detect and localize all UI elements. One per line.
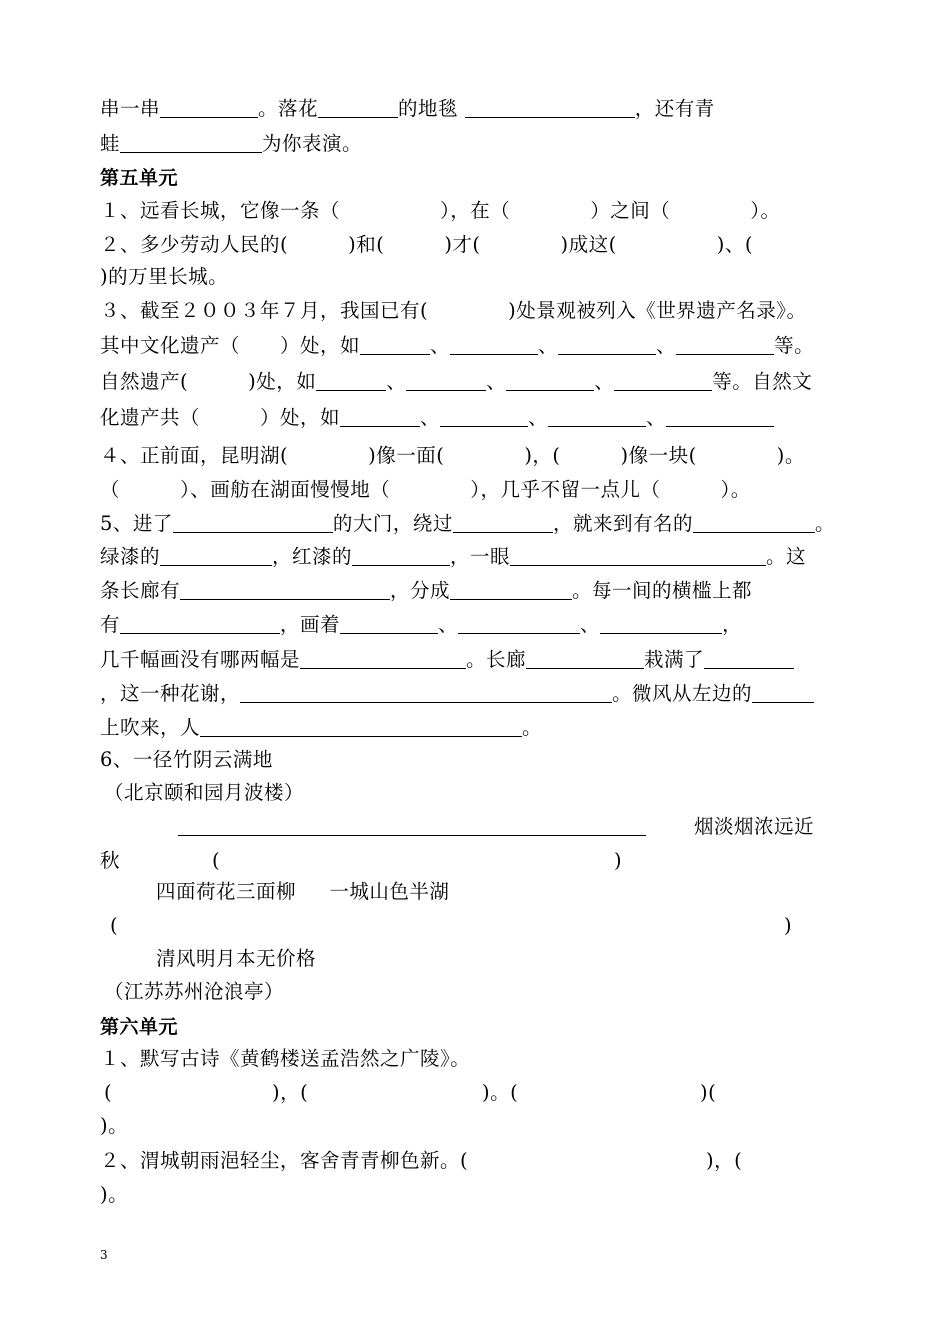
line-2	[100, 132, 362, 156]
line-30: ２、渭城朝雨浥轻尘，客舍青青柳色新。(	[100, 1149, 469, 1172]
text: 。长廊	[466, 648, 527, 671]
blank[interactable]	[450, 579, 572, 600]
text: 的大门，绕过	[332, 512, 453, 535]
text: ，就来到有名的	[552, 512, 693, 535]
blank[interactable]	[704, 648, 794, 669]
text: 串一串	[100, 97, 161, 120]
text: 其中文化遗产（ ）处，如	[100, 334, 361, 357]
section-heading-unit-5: 第五单元	[100, 167, 179, 189]
blank[interactable]	[160, 545, 272, 566]
blank[interactable]	[506, 370, 594, 391]
line-5: )的万里长城。	[100, 265, 229, 288]
text: 栽满了	[644, 648, 705, 671]
text: 上吹来，人	[100, 716, 201, 739]
text: ，分成	[390, 579, 451, 602]
text: 、	[580, 613, 601, 636]
paren-pair: )(	[700, 1081, 717, 1104]
text: 。每一间的横槛上都	[572, 579, 753, 602]
line-20: （北京颐和园月波楼）	[104, 781, 305, 804]
text: ，一眼	[450, 545, 511, 568]
blank[interactable]	[676, 334, 774, 355]
line-31: )。	[100, 1183, 129, 1206]
blank[interactable]	[614, 370, 712, 391]
blank[interactable]	[666, 406, 774, 427]
paren-close: )	[614, 849, 623, 872]
blank[interactable]	[600, 613, 722, 634]
text: ，还有青	[634, 97, 715, 120]
blank[interactable]	[178, 815, 646, 836]
line-19: 6、一径竹阴云满地	[100, 748, 273, 771]
blank[interactable]	[465, 97, 635, 118]
text: 。	[522, 716, 543, 739]
blank[interactable]	[450, 334, 538, 355]
paren-open: (	[212, 849, 221, 872]
text: 5、进了	[100, 512, 173, 535]
text: 。微风从左边的	[612, 682, 753, 705]
text: 的地毯	[398, 97, 465, 120]
text: 绿漆的	[100, 545, 161, 568]
text: 、	[486, 370, 507, 393]
section-heading-unit-6: 第六单元	[100, 1016, 179, 1038]
text: 化遗产共（ ）处，如	[100, 406, 341, 429]
paren-pair: )，(	[706, 1149, 743, 1172]
line-18	[100, 716, 542, 740]
text: 等。	[774, 334, 815, 357]
line-7	[100, 334, 814, 358]
text: 、	[538, 334, 559, 357]
line-26: （江苏苏州沧浪亭）	[104, 980, 285, 1003]
text: 几千幅画没有哪两幅是	[100, 648, 301, 671]
text: 、	[528, 406, 549, 429]
blank[interactable]	[440, 406, 528, 427]
line-6: ３、截至２００３年７月，我国已有( )处景观被列入《世界遗产名录》。	[100, 299, 807, 322]
text: 等。自然文	[712, 370, 813, 393]
blank[interactable]	[406, 370, 486, 391]
text: 自然遗产( )处，如	[100, 370, 317, 393]
line-4: ２、多少劳动人民的( )和( )才( )成这( )、(	[100, 233, 753, 256]
paren-pair: )。(	[482, 1081, 519, 1104]
text: 、	[438, 613, 459, 636]
line-8	[100, 370, 812, 394]
blank[interactable]	[526, 648, 644, 669]
text: 、	[420, 406, 441, 429]
blank[interactable]	[548, 406, 646, 427]
line-17	[100, 682, 814, 706]
paren-pair: )，(	[272, 1081, 309, 1104]
line-11: （ ）、画舫在湖面慢慢地（ ），几乎不留一点儿（ ）。	[100, 478, 751, 501]
blank[interactable]	[340, 613, 438, 634]
line-27: １、默写古诗《黄鹤楼送孟浩然之广陵》。	[100, 1047, 471, 1070]
text: 、	[594, 370, 615, 393]
blank[interactable]	[240, 682, 612, 703]
blank[interactable]	[458, 613, 580, 634]
blank[interactable]	[316, 370, 386, 391]
line-3: １、远看长城，它像一条（ ），在（ ）之间（ ）。	[100, 199, 781, 222]
blank[interactable]	[558, 334, 656, 355]
line-22	[100, 849, 120, 873]
text: 蛙	[100, 132, 121, 155]
blank[interactable]	[340, 406, 420, 427]
blank[interactable]	[352, 545, 450, 566]
blank[interactable]	[360, 334, 430, 355]
text: 。落花	[258, 97, 319, 120]
text: 秋	[100, 849, 121, 872]
text: 、	[646, 406, 667, 429]
paren-open: (	[104, 1081, 113, 1104]
line-14	[100, 579, 752, 603]
line-21: 烟淡烟浓远近	[694, 815, 815, 838]
page-number: 3	[100, 1248, 108, 1262]
line-15	[100, 613, 742, 637]
blank[interactable]	[693, 512, 815, 533]
text: 、	[386, 370, 407, 393]
blank[interactable]	[120, 613, 280, 634]
text: ，	[722, 613, 743, 636]
line-25: 清风明月本无价格	[156, 947, 317, 970]
line-12	[100, 512, 835, 536]
text: 、	[656, 334, 677, 357]
blank[interactable]	[752, 682, 814, 703]
paren-open: (	[110, 914, 119, 937]
blank[interactable]	[120, 132, 262, 153]
blank[interactable]	[180, 579, 390, 600]
blank[interactable]	[318, 97, 398, 118]
line-10: ４、正前面，昆明湖( )像一面( )，( )像一块( )。	[100, 444, 805, 467]
couplet-blank	[178, 815, 646, 839]
line-1	[100, 97, 715, 121]
line-9	[100, 406, 774, 430]
text: ，画着	[280, 613, 341, 636]
text: 。	[814, 512, 835, 535]
text: 。这	[766, 545, 807, 568]
blank[interactable]	[453, 512, 553, 533]
line-13	[100, 545, 806, 569]
line-23: 四面荷花三面柳 一城山色半湖	[156, 880, 450, 903]
blank[interactable]	[200, 716, 522, 737]
text: 、	[430, 334, 451, 357]
paren-close: )	[784, 914, 793, 937]
text: 有	[100, 613, 121, 636]
blank[interactable]	[173, 512, 333, 533]
text: 条长廊有	[100, 579, 181, 602]
text: 为你表演。	[262, 132, 363, 155]
line-29: )。	[100, 1114, 129, 1137]
blank[interactable]	[160, 97, 258, 118]
text: ，这一种花谢，	[100, 682, 241, 705]
blank[interactable]	[510, 545, 766, 566]
text: ，红漆的	[272, 545, 353, 568]
line-16	[100, 648, 794, 672]
blank[interactable]	[300, 648, 466, 669]
